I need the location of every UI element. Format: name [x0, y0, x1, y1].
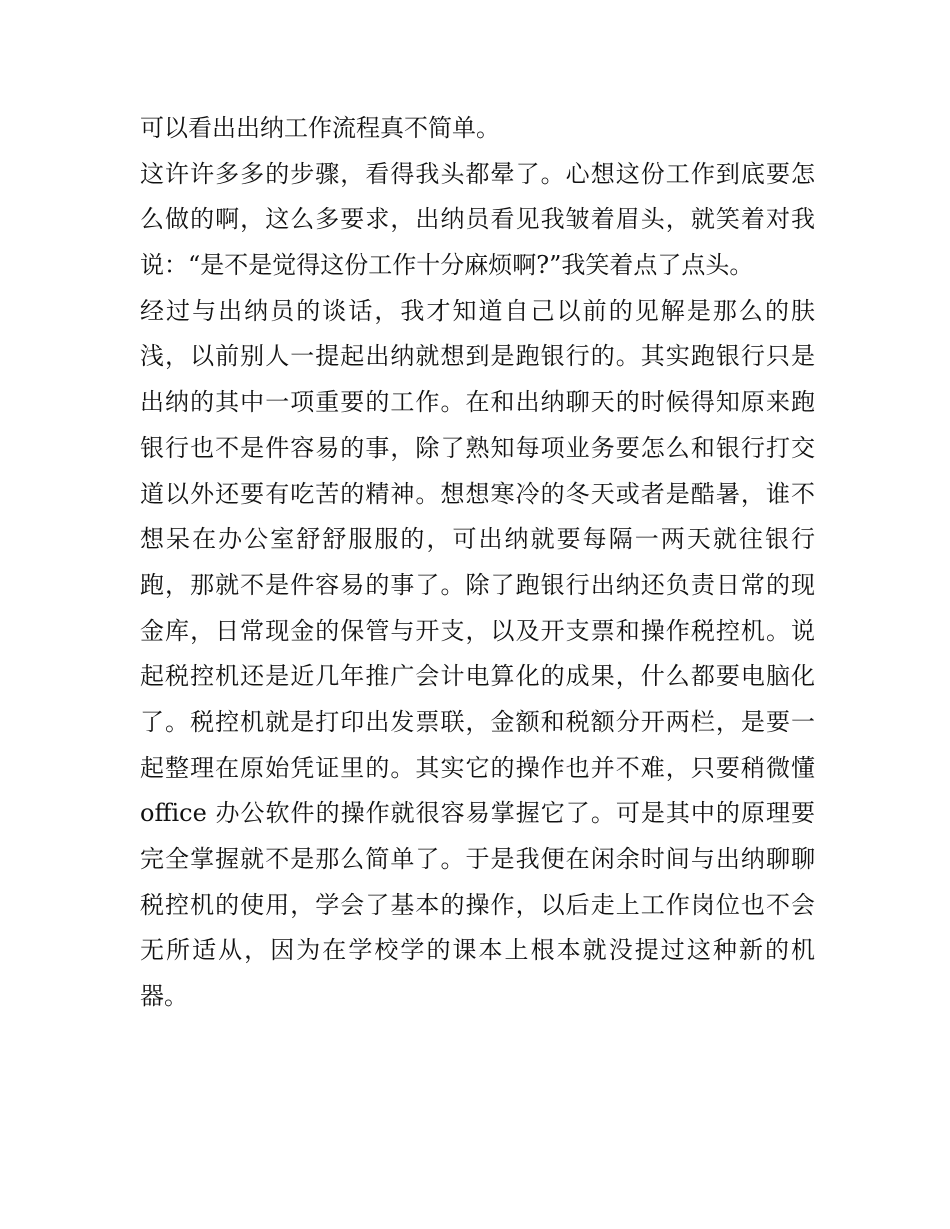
text-line: 税控机的使用，学会了基本的操作，以后走上工作岗位也不会: [140, 890, 815, 919]
text-line: 跑，那就不是件容易的事了。除了跑银行出纳还负责日常的现: [140, 570, 815, 599]
text-line: 无所适从，因为在学校学的课本上根本就没提过这种新的机: [140, 936, 815, 965]
text-line: office 办公软件的操作就很容易掌握它了。可是其中的原理要: [140, 799, 815, 828]
text-line: 经过与出纳员的谈话，我才知道自己以前的见解是那么的肤: [140, 296, 815, 325]
text-line: 浅，以前别人一提起出纳就想到是跑银行的。其实跑银行只是: [140, 342, 815, 371]
text-line: 出纳的其中一项重要的工作。在和出纳聊天的时候得知原来跑: [140, 388, 815, 417]
text-line: 说：“是不是觉得这份工作十分麻烦啊?”我笑着点了点头。: [140, 251, 754, 280]
text-line: 起整理在原始凭证里的。其实它的操作也并不难，只要稍微懂: [140, 753, 815, 782]
text-line: 道以外还要有吃苦的精神。想想寒冷的冬天或者是酷暑，谁不: [140, 479, 815, 508]
text-line: 可以看出出纳工作流程真不简单。: [140, 114, 500, 142]
text-line: 银行也不是件容易的事，除了熟知每项业务要怎么和银行打交: [140, 433, 815, 462]
text-line: 么做的啊，这么多要求，出纳员看见我皱着眉头，就笑着对我: [140, 205, 815, 234]
text-line: 起税控机还是近几年推广会计电算化的成果，什么都要电脑化: [140, 662, 815, 691]
text-line: 器。: [140, 982, 188, 1011]
text-line: 了。税控机就是打印出发票联，金额和税额分开两栏，是要一: [140, 707, 815, 736]
text-line: 完全掌握就不是那么简单了。于是我便在闲余时间与出纳聊聊: [140, 845, 815, 873]
body-text: [140, 106, 815, 1020]
text-line: 金库，日常现金的保管与开支，以及开支票和操作税控机。说: [140, 616, 815, 645]
text-line: 这许许多多的步骤，看得我头都晕了。心想这份工作到底要怎: [140, 159, 815, 188]
text-line: 想呆在办公室舒舒服服的，可出纳就要每隔一两天就往银行: [140, 525, 815, 554]
